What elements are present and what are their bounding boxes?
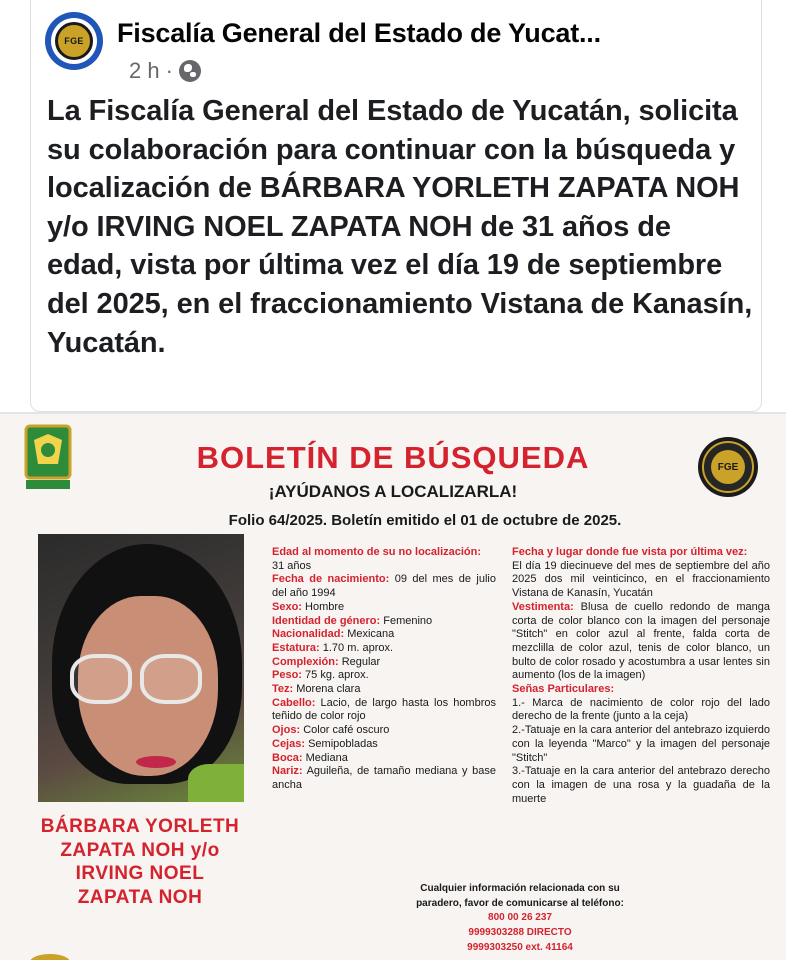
detail-nationality: Nacionalidad: Mexicana — [272, 628, 395, 641]
detail-age: Edad al momento de su no localización: 31 años — [272, 546, 482, 572]
person-name-line: ZAPATA NOH y/o — [60, 839, 220, 861]
fge-seal-icon: FGE — [55, 22, 93, 60]
detail-mark-item: 3.-Tatuaje en la cara anterior del antebrazo derecho con la imagen de una rosa y la guadaña de la muerte — [512, 765, 770, 805]
detail-eyebrows: Cejas: Semipobladas — [272, 737, 378, 750]
detail-nose: Nariz: Aguileña, de tamaño mediana y base ancha — [272, 765, 497, 791]
page-name-link[interactable]: Fiscalía General del Estado de Yucat... — [117, 18, 601, 48]
contact-phone: 9999303250 ext. 41164 — [467, 941, 573, 953]
detail-complexion: Tez: Morena clara — [272, 683, 361, 696]
circumstance-details — [512, 546, 770, 806]
person-name-line: BÁRBARA YORLETH — [40, 816, 240, 837]
detail-hair: Cabello: Lacio, de largo hasta los hombros teñido de color rojo — [272, 696, 496, 723]
photo-glasses-right — [140, 654, 202, 704]
post-header — [45, 10, 751, 83]
person-name-line: ZAPATA NOH — [77, 886, 203, 908]
photo-lips — [136, 756, 176, 768]
photo-shirt — [188, 764, 244, 802]
bulletin-subtitle: ¡AYÚDANOS A LOCALIZARLA! — [268, 482, 518, 501]
facebook-post — [30, 0, 762, 412]
contact-line: paradero, favor de comunicarse al teléfono: — [416, 897, 624, 909]
bulletin-title: BOLETÍN DE BÚSQUEDA — [196, 440, 590, 475]
avatar-ring — [51, 18, 97, 64]
contact-info — [360, 882, 680, 956]
photo-glasses-left — [70, 654, 132, 704]
detail-last-seen: Fecha y lugar donde fue vista por última vez: El día 19 diecinueve del mes de septiembre del año 2025 dos mil veinticinco, en el fraccionamiento Vistana de Kanasín, Yucatán — [512, 546, 770, 600]
detail-mark-item: 1.- Marca de nacimiento de color rojo del lado derecho de la frente (junto a la ceja) — [512, 696, 770, 723]
contact-phone: 9999303288 DIRECTO — [468, 927, 572, 939]
page-avatar[interactable] — [45, 12, 103, 70]
contact-line: Cualquier información relacionada con su — [420, 883, 620, 894]
detail-build: Complexión: Regular — [272, 655, 381, 668]
person-name — [2, 815, 278, 909]
detail-birthdate: Fecha de nacimiento: 09 del mes de julio del año 1994 — [272, 573, 496, 600]
detail-gender: Identidad de género: Femenino — [272, 614, 433, 627]
detail-weight: Peso: 75 kg. aprox. — [272, 669, 369, 682]
bottom-logo-icon — [30, 954, 70, 960]
detail-height: Estatura: 1.70 m. aprox. — [272, 641, 394, 654]
detail-mouth: Boca: Mediana — [272, 751, 348, 764]
bulletin-image[interactable] — [0, 412, 786, 960]
contact-phone: 800 00 26 237 — [488, 912, 552, 924]
physical-details — [272, 546, 496, 793]
bulletin-divider — [0, 412, 786, 414]
globe-icon[interactable] — [179, 60, 201, 82]
detail-mark-item: 2.-Tatuaje en la cara anterior del antebrazo izquierdo con la leyenda "Marco" y la imagen del personaje "Stitch" — [512, 724, 770, 764]
post-timestamp[interactable]: 2 h — [129, 58, 160, 83]
person-name-line: IRVING NOEL — [75, 863, 205, 884]
detail-marks-label: Señas Particulares: — [512, 683, 615, 696]
fge-logo-text: FGE — [711, 450, 745, 484]
missing-person-photo — [38, 534, 244, 802]
detail-eyes: Ojos: Color café oscuro — [272, 724, 390, 737]
post-text: La Fiscalía General del Estado de Yucatán, solicita su colaboración para continuar con la búsqueda y localización de BÁRBARA YORLETH ZAPATA NOH y/o IRVING NOEL ZAPATA NOH de 31 años de edad, vista por última vez el día 19 de septiembre del 2025, en el fraccionamiento Vistana de Kanasín, Yucatán. — [47, 95, 753, 359]
detail-clothing: Vestimenta: Blusa de cuello redondo de manga corta de color blanco con la imagen del personaje "Stitch" en color azul al frente, falda corta de mezclilla de color azul, tenis de color blanco, un bulto de color rosado y acostumbra a usar lentes sin aumento (los de la imagen) — [512, 600, 770, 682]
post-meta — [129, 58, 201, 84]
meta-separator: · — [165, 58, 173, 83]
detail-sex: Sexo: Hombre — [272, 600, 345, 613]
bulletin-folio: Folio 64/2025. Boletín emitido el 01 de octubre de 2025. — [228, 512, 622, 529]
